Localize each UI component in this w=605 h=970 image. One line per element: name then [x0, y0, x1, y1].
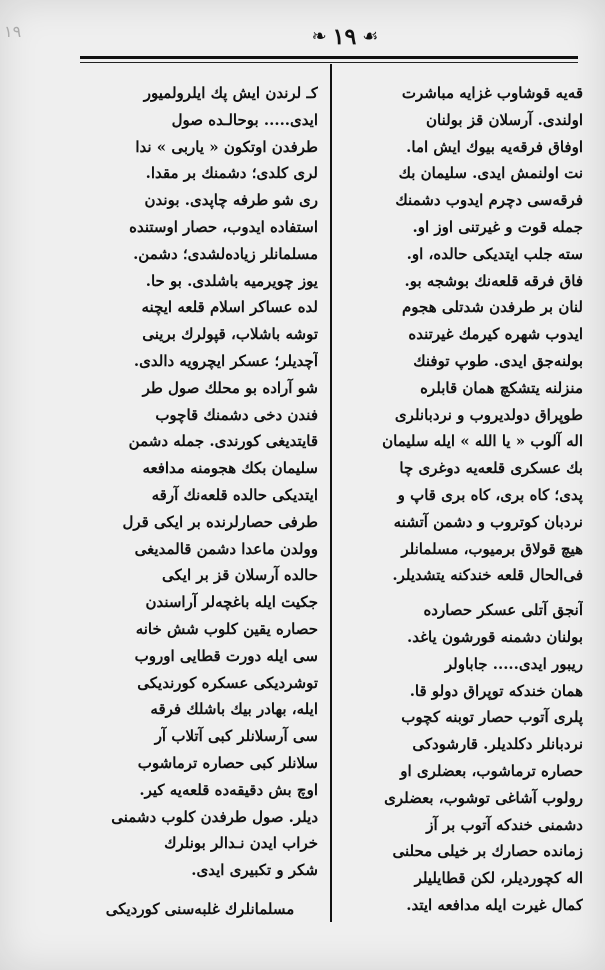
text-line: توشردیكی عسكره كورندیكی: [137, 673, 318, 692]
text-line: منزلنه یتشكچ همان قابلره: [420, 378, 583, 397]
text-line: شكر و تكبیری ایدی.: [191, 861, 318, 880]
text-line: لنان بر طرفدن شدتلی هجوم: [401, 298, 583, 317]
header-rule-thin: [80, 62, 578, 63]
text-line: توشه باشلاب، قپولرك برینی: [142, 325, 318, 344]
column-divider: [330, 64, 332, 922]
page-header: [295, 20, 395, 54]
ornament-left-icon: ❧: [311, 26, 327, 47]
right-column-paragraph-1: [345, 80, 583, 589]
text-line: یوز چویرمیه باشلدی. بو حا.: [145, 271, 318, 290]
right-column-paragraph-2: [345, 597, 583, 919]
text-line: طرفدن اوتكون « یاربی » ندا: [135, 137, 318, 156]
text-line: كـ لرندن ایش پك ایلرولمیور: [143, 84, 318, 102]
text-line: اوفاق فرقه‌یه بیوك ایش اما.: [406, 137, 583, 156]
text-line: پدی؛ كاه بری، كاه بری قاپ و: [397, 485, 583, 504]
text-line: كمال غیرت ایله مدافعه ایتد.: [406, 895, 583, 914]
text-line: استفاده ایدوب، حصار اوستنده: [129, 217, 318, 236]
text-line: ایدوب شهره كیرمك غیرتنده: [408, 325, 583, 344]
text-line: دشمنی خندكه آتوب بر آز: [426, 815, 583, 834]
text-line: سی آرسلانلر كبی آتلاب آر: [154, 727, 318, 746]
text-line: ایدی..... بوحالـده صول: [171, 110, 318, 129]
text-line: لری كلدی؛ دشمنك بر مقدا.: [145, 164, 318, 183]
text-line: ایله، بهادر بیك باشلك فرقه: [150, 700, 318, 719]
text-line: لده عساكر اسلام قلعه ایچنه: [141, 298, 318, 317]
text-line: فی‌الحال قلعه خندكنه یتشدیلر.: [392, 566, 583, 585]
text-line: رولوب آشاغی توشوب، بعضلری: [384, 788, 583, 807]
text-line: فندن دخی دشمنك قاچوب: [155, 405, 318, 424]
text-line: اله آلوب « یا الله » ایله سلیمان: [382, 432, 583, 451]
text-line: شو آراده بو محلك صول طر: [142, 378, 318, 397]
text-line: قایتدیغی كورندی. جمله دشمن: [128, 432, 318, 451]
left-column: [82, 80, 318, 923]
text-line: هیچ قولاق برمیوب، مسلمانلر: [401, 539, 583, 558]
text-line: اولندی. آرسلان قز بولنان: [425, 110, 583, 129]
section-heading: مسلمانلرك غلبه‌سنی كوردیكی: [105, 899, 295, 918]
text-line: پلری آتوب حصار توبنه كچوب: [401, 708, 583, 727]
text-line: ری شو طرفه چاپدی. بوندن: [144, 191, 318, 210]
text-line: اله كچوردیلر، لكن قطایلیلر: [414, 869, 583, 888]
text-line: بولنان دشمنه قورشون یاغد.: [407, 627, 583, 646]
text-line: آچدیلر؛ عسكر ایچرویه دالدی.: [133, 351, 318, 370]
page-number: ١٩: [332, 24, 357, 50]
paragraph-gap: [345, 589, 583, 597]
text-line: بك عسكری قلعه‌یه دوغری چا: [399, 459, 583, 478]
text-line: طوپراق دولدیروب و نردبانلری: [394, 405, 583, 424]
text-line: خراب ایدن نـدالر بونلرك: [164, 834, 318, 853]
text-line: جكیت ایله باغچه‌لر آراسندن: [145, 593, 318, 612]
text-line: حصاره ترماشوب، بعضلری او: [400, 761, 583, 780]
text-line: جمله قوت و غیرتنی اوز او.: [412, 217, 583, 236]
right-column: [345, 80, 583, 919]
text-line: بولنه‌جق ایدی. طوپ توفنك: [413, 351, 583, 370]
text-line: دیلر. صول طرفدن كلوب دشمنی: [111, 807, 318, 826]
text-line: وولدن ماعدا دشمن قالمدیغی: [134, 539, 318, 558]
left-column-paragraph-1: [82, 80, 318, 884]
text-line: فرقه‌سی دچرم ایدوب دشمنك: [395, 191, 583, 210]
text-line: فاق فرقه قلعه‌نك بوشجه بو.: [404, 271, 583, 290]
text-line: نت اولنمش ایدی. سلیمان بك: [398, 164, 583, 183]
text-line: سلانلر كبی حصاره ترماشوب: [137, 753, 318, 772]
text-line: نردبانلر دكلدیلر. قارشودكی: [412, 735, 583, 754]
text-line: آنجق آتلی عسكر حصارده: [423, 601, 583, 620]
text-line: سلیمان بكك هجومنه مدافعه: [142, 459, 318, 478]
text-line: سی ایله دورت قطایی اوروب: [134, 646, 318, 665]
text-line: ایتدیكی حالده قلعه‌نك آرقه: [151, 485, 318, 504]
text-line: قه‌یه قوشاوب غزایه مباشرت: [401, 84, 583, 102]
text-line: اوچ بش دقیقه‌ده قلعه‌یه كیر.: [139, 780, 318, 799]
text-line: نردبان كوتروب و دشمن آتشنه: [393, 512, 583, 531]
text-line: مسلمانلر زیاده‌لشدی؛ دشمن.: [133, 244, 318, 263]
text-line: همان خندكه توپراق دولو قا.: [409, 681, 583, 700]
text-line: زمانده حصارك بر خیلی محلنی: [392, 842, 583, 861]
margin-page-mark: ١٩: [4, 22, 22, 41]
ornament-right-icon: ☙: [362, 26, 379, 47]
text-line: حالده آرسلان قز بر ایكی: [161, 566, 318, 585]
header-rule-thick: [80, 56, 578, 59]
text-line: حصاره یقین كلوب شش خانه: [135, 619, 318, 638]
text-line: ریبور ایدی..... جاباولر: [444, 654, 583, 673]
text-line: طرفی حصارلرنده بر ایكی قرل: [122, 512, 318, 531]
text-line: سته جلب ایتدیكی حالده، او.: [406, 244, 583, 263]
